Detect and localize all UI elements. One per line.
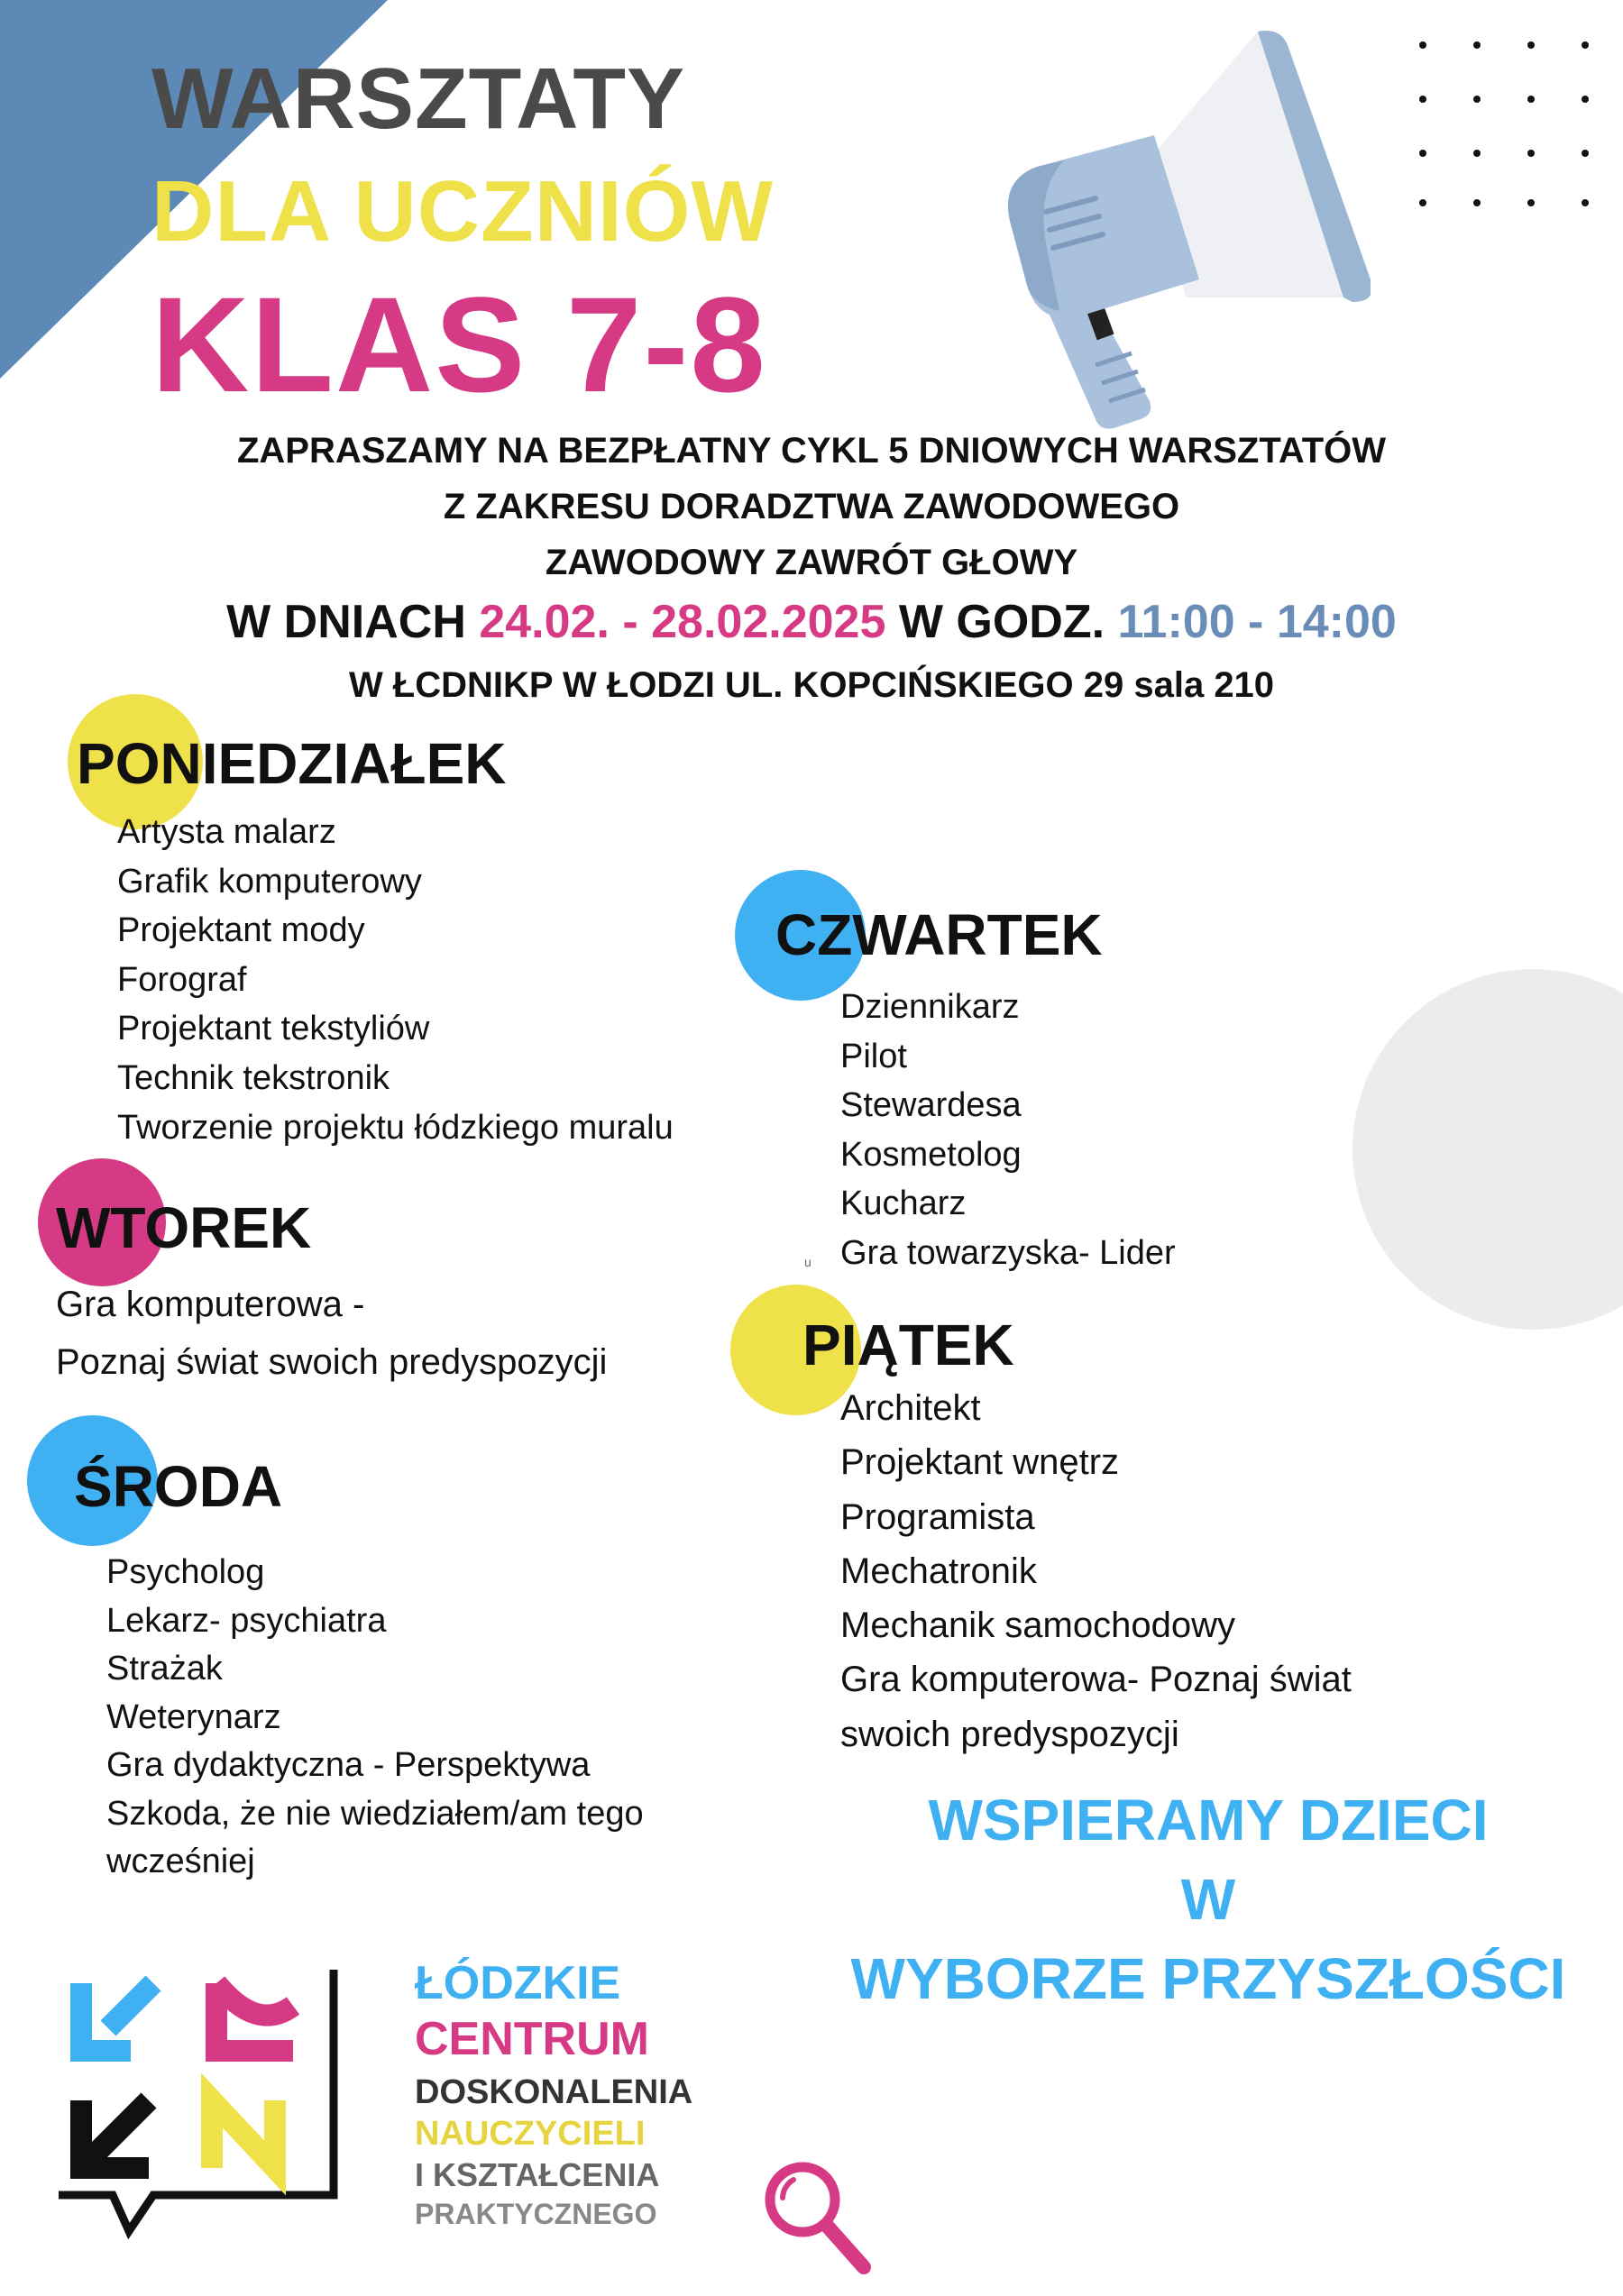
org-line-5: I KSZTAŁCENIA <box>415 2156 660 2193</box>
list-item: Gra towarzyska- Lider <box>840 1233 1176 1272</box>
list-item: Weterynarz <box>106 1697 281 1736</box>
intro-line-1: ZAPRASZAMY NA BEZPŁATNY CYKL 5 DNIOWYCH WARSZTATÓW <box>236 431 1387 471</box>
list-item: Mechatronik <box>840 1550 1037 1591</box>
wednesday-list <box>106 1549 644 1887</box>
org-line-2: CENTRUM <box>415 2013 649 2065</box>
dot-grid-decoration <box>1416 36 1614 216</box>
title-line-2: DLA UCZNIÓW <box>151 163 774 260</box>
org-line-4: NAUCZYCIELI <box>415 2115 646 2153</box>
megaphone-icon <box>947 9 1371 433</box>
schedule-hours: 11:00 - 14:00 <box>1117 596 1397 648</box>
list-item: Gra komputerowa - <box>56 1285 365 1324</box>
list-item: Psycholog <box>106 1553 265 1591</box>
list-item: Architekt <box>840 1388 981 1428</box>
intro-line-2: Z ZAKRESU DORADZTWA ZAWODOWEGO <box>443 487 1180 526</box>
list-item: Szkoda, że nie wiedziałem/am tego <box>106 1794 644 1833</box>
support-line-2: W <box>1180 1867 1236 1932</box>
title-line-1: WARSZTATY <box>151 50 686 147</box>
monday-heading: PONIEDZIAŁEK <box>77 731 507 796</box>
support-line-1: WSPIERAMY DZIECI <box>928 1788 1489 1852</box>
friday-heading: PIĄTEK <box>802 1313 1014 1377</box>
org-line-1: ŁÓDZKIE <box>415 1957 621 2009</box>
list-item: Poznaj świat swoich predyspozycji <box>56 1342 608 1382</box>
friday-list <box>840 1381 1352 1761</box>
list-item: swoich predyspozycji <box>840 1714 1179 1754</box>
list-item: Projektant mody <box>117 911 365 950</box>
org-line-3: DOSKONALENIA <box>415 2073 693 2111</box>
list-item: Tworzenie projektu łódzkiego muralu <box>117 1108 674 1147</box>
list-item: Mechanik samochodowy <box>840 1605 1235 1646</box>
magnifier-icon <box>757 2154 875 2281</box>
list-item: Artysta malarz <box>117 813 336 851</box>
list-item: wcześniej <box>106 1843 255 1880</box>
list-item: Technik tekstronik <box>117 1058 390 1097</box>
stray-mark: u <box>804 1255 812 1269</box>
list-item: Gra komputerowa- Poznaj świat <box>840 1660 1352 1700</box>
list-item: Grafik komputerowy <box>117 862 422 901</box>
schedule-dates <box>0 595 1623 649</box>
list-item: Projektant wnętrz <box>840 1442 1120 1483</box>
title-line-3: KLAS 7-8 <box>151 269 767 420</box>
intro-line-3: ZAWODOWY ZAWRÓT GŁOWY <box>545 543 1078 582</box>
wednesday-heading: ŚRODA <box>74 1454 283 1519</box>
list-item: Lekarz- psychiatra <box>106 1601 387 1640</box>
thursday-list <box>840 983 1176 1278</box>
list-item: Kosmetolog <box>840 1135 1022 1174</box>
schedule-prefix: W DNIACH <box>226 596 480 648</box>
schedule-location: W ŁCDNIKP W ŁODZI UL. KOPCIŃSKIEGO 29 sala 210 <box>348 665 1275 705</box>
list-item: Stewardesa <box>840 1086 1022 1125</box>
schedule-date-range: 24.02. - 28.02.2025 <box>479 596 886 648</box>
support-line-3: WYBORZE PRZYSZŁOŚCI <box>850 1946 1566 2011</box>
list-item: Pilot <box>840 1037 907 1075</box>
schedule-mid: W GODZ. <box>885 596 1118 648</box>
list-item: Strażak <box>106 1650 223 1688</box>
list-item: Programista <box>840 1496 1035 1537</box>
list-item: Dziennikarz <box>840 988 1020 1026</box>
list-item: Kucharz <box>840 1185 967 1223</box>
list-item: Gra dydaktyczna - Perspektywa <box>106 1746 591 1784</box>
tuesday-heading: WTOREK <box>56 1195 312 1260</box>
list-item: Projektant tekstyliów <box>117 1010 430 1048</box>
tuesday-list <box>56 1276 607 1391</box>
org-line-6: PRAKTYCZNEGO <box>415 2198 657 2230</box>
monday-list <box>117 808 674 1152</box>
thursday-heading: CZWARTEK <box>775 902 1103 967</box>
list-item: Forograf <box>117 960 247 999</box>
lcdnikp-logo-icon <box>50 1965 347 2290</box>
decorative-gray-circle <box>1352 969 1623 1330</box>
